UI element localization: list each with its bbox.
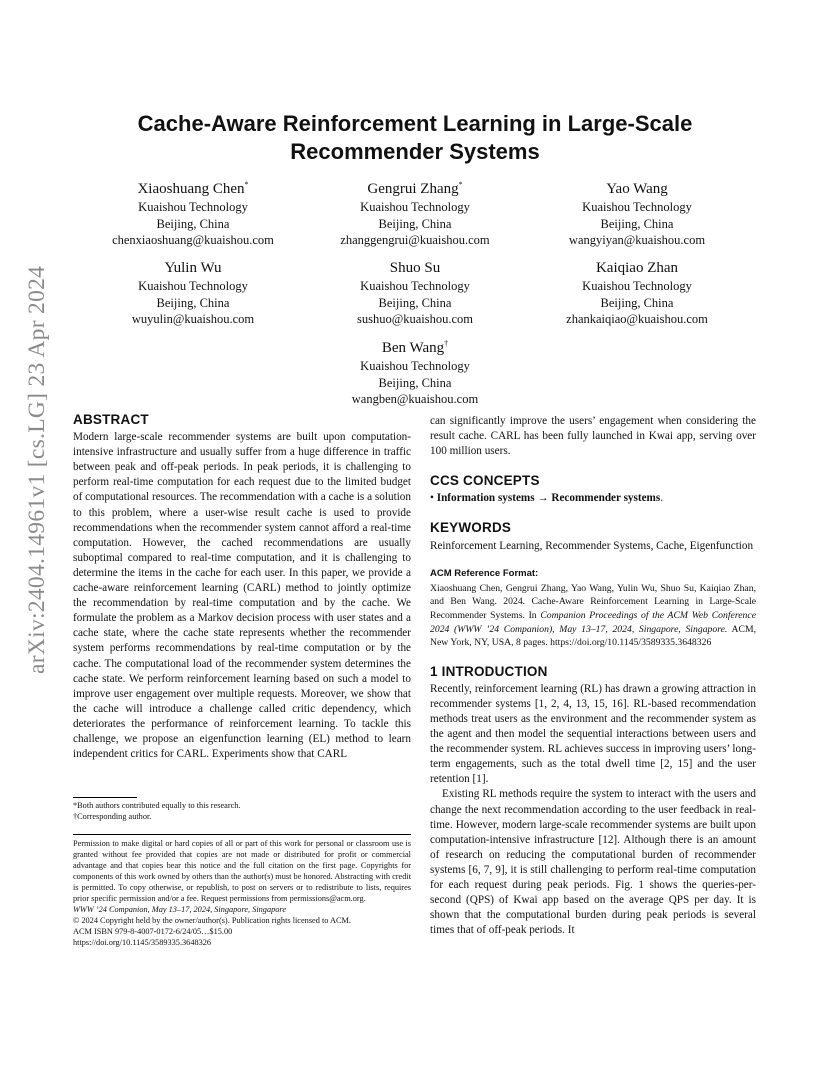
permission-text: Permission to make digital or hard copies of all or part of this work for personal or classroom use is granted without fee provided that copies are not made or distributed for profit or commercial advantage and that copies bear this notice and the full citation on the first page. Copyrights for components of this work owned by others than the author(s) must be honored. Abstracting with credit is permitted. To copy otherwise, or republish, to post on servers or to redistribute to lists, requires prior specific permission and/or a fee. Request permissions from permissions@acm.org. (73, 839, 411, 903)
author-email[interactable]: sushuo@kuaishou.com (356, 312, 474, 326)
reference-venue: Companion Proceedings of the ACM Web Conference 2024 (WWW ’24 Companion), May 13–17, 2024, Singapore, Singapore. (430, 609, 756, 635)
author-location: Beijing, China (600, 216, 674, 231)
author-location: Beijing, China (378, 375, 452, 390)
author-mark: * (244, 180, 249, 189)
permission-divider (73, 834, 411, 835)
author-block (78, 254, 308, 328)
author-name: Ben Wang (381, 340, 445, 356)
copyright-line: © 2024 Copyright held by the owner/author(s). Publication rights licensed to ACM. (73, 916, 351, 925)
footnotes (73, 800, 411, 822)
author-affiliation: Kuaishou Technology (138, 200, 248, 214)
author-affiliation: Kuaishou Technology (360, 200, 470, 214)
author-mark: * (458, 180, 463, 189)
reference-heading: ACM Reference Format: (430, 567, 539, 579)
author-name: Xiaoshuang Chen (137, 181, 245, 197)
author-affiliation: Kuaishou Technology (138, 279, 248, 293)
abstract-heading: ABSTRACT (73, 412, 149, 427)
title-line-1: Cache-Aware Reinforcement Learning in Large-Scale (137, 111, 693, 136)
ccs-item: Information systems → Recommender systems (436, 492, 661, 505)
ccs-concepts (430, 491, 756, 506)
author-block (78, 175, 308, 249)
footnote-equal-contribution: *Both authors contributed equally to this research. (73, 801, 241, 810)
author-email[interactable]: zhankaiqiao@kuaishou.com (566, 312, 708, 326)
reference-part-1: Xiaoshuang Chen, Gengrui Zhang, Yao Wang, Yulin Wu, Shuo Su, Kaiqiao Zhan, and Ben Wang. 2024. Cache-Aware Reinforcement Learning in Large-Scale Recommender Systems. In (430, 582, 756, 621)
ccs-heading: CCS CONCEPTS (430, 473, 540, 489)
footnote-corresponding: †Corresponding author. (73, 812, 152, 821)
author-location: Beijing, China (600, 295, 674, 310)
author-location: Beijing, China (378, 216, 452, 231)
permission-block (73, 838, 411, 948)
author-email[interactable]: zhanggengrui@kuaishou.com (340, 233, 490, 247)
author-name: Gengrui Zhang (367, 181, 459, 197)
author-affiliation: Kuaishou Technology (582, 200, 692, 214)
venue-line: WWW ’24 Companion, May 13–17, 2024, Singapore, Singapore (73, 905, 287, 914)
acm-reference (430, 566, 756, 650)
author-affiliation: Kuaishou Technology (582, 279, 692, 293)
abstract-text: Modern large-scale recommender systems are built upon computation-intensive infrastructure and usually suffer from a huge difference in traffic between peak and off-peak periods. In peak periods, it is challenging to perform real-time computation for each request due to the limited budget of computational resources. The recommendation with a cache is a solution to this problem, where a user-wise result cache is used to provide recommendations when the recommender system cannot afford a real-time computation. However, the cached recommendations are usually suboptimal compared to real-time computation, and it is challenging to determine the items in the cache for each user. In this paper, we provide a cache-aware reinforcement learning (CARL) method to jointly optimize the recommendation by real-time computation and by the cache. We formulate the problem as a Markov decision process with user states and a cache state, where the cache state represents whether the recommender system performs recommendations by real-time computation or by the cache. The computational load of the recommender system determines the cache state. We perform reinforcement learning based on such a model to improve user engagement over multiple requests. Moreover, we show that the cache will introduce a challenge called critic dependency, which deteriorates the performance of reinforcement learning. To tackle this challenge, we propose an eigenfunction learning (EL) method to learn independent critics for CARL. Experiments show that CARL (73, 431, 411, 761)
title-line-2: Recommender Systems (290, 139, 540, 164)
footnote-divider (73, 797, 137, 798)
author-affiliation: Kuaishou Technology (360, 359, 470, 373)
paper-title (80, 110, 750, 166)
right-column (430, 414, 756, 938)
keywords-heading: KEYWORDS (430, 520, 512, 536)
author-affiliation: Kuaishou Technology (360, 279, 470, 293)
keywords-text: Reinforcement Learning, Recommender Systems, Cache, Eigenfunction (430, 539, 754, 552)
doi-link[interactable]: https://doi.org/10.1145/3589335.3648326 (73, 938, 212, 947)
author-name: Yulin Wu (164, 260, 222, 276)
author-name: Kaiqiao Zhan (595, 260, 679, 276)
intro-paragraph-1: Recently, reinforcement learning (RL) has drawn a growing attraction in recommender systems [1, 2, 4, 13, 15, 16]. RL-based recommendation methods treat users as the environment and the recommender system as the agent and then model the sequential interactions between users and the recommender system. RL achieves success in improving users’ long-term engagements, such as the total dwell time [2, 15] and the user retention [1]. (430, 682, 756, 786)
author-name: Yao Wang (606, 181, 668, 197)
author-email[interactable]: wangyiyan@kuaishou.com (568, 233, 706, 247)
author-block (300, 334, 530, 408)
left-column (73, 412, 411, 762)
author-block (300, 175, 530, 249)
author-location: Beijing, China (156, 216, 230, 231)
author-block (522, 175, 752, 249)
author-block (300, 254, 530, 328)
author-name: Shuo Su (389, 260, 441, 276)
isbn-line: ACM ISBN 979-8-4007-0172-6/24/05…$15.00 (73, 927, 233, 936)
abstract-continuation: can significantly improve the users’ engagement when considering the result cache. CARL has been fully launched in Kwai app, serving over 100 million users. (430, 415, 756, 458)
ccs-period: . (660, 492, 664, 505)
author-location: Beijing, China (156, 295, 230, 310)
ccs-bullet: • (430, 492, 434, 505)
reference-text (430, 582, 756, 650)
author-email[interactable]: chenxiaoshuang@kuaishou.com (112, 233, 274, 247)
author-mark: † (444, 339, 449, 348)
reference-part-2: ACM, New York, NY, USA, 8 pages. https://doi.org/10.1145/3589335.3648326 (430, 623, 756, 649)
author-location: Beijing, China (378, 295, 452, 310)
author-email[interactable]: wuyulin@kuaishou.com (131, 312, 255, 326)
intro-paragraph-2: Existing RL methods require the system to interact with the users and change the next recommendation according to the user feedback in real-time. However, modern large-scale recommender systems are built upon computation-intensive infrastructure [12]. Although there is an amount of research on reducing the computational burden of recommender systems [6, 7, 9], it is still challenging to perform real-time computation for each request during peak periods. Fig. 1 shows the queries-per-second (QPS) of Kwai app based on the average QPS per day. It is shown that the computational burden during peak periods is several times that of off-peak periods. It (430, 788, 756, 937)
author-block (522, 254, 752, 328)
arxiv-stamp: arXiv:2404.14961v1 [cs.LG] 23 Apr 2024 (24, 265, 50, 674)
author-email[interactable]: wangben@kuaishou.com (351, 392, 479, 406)
introduction-heading: 1 INTRODUCTION (430, 663, 548, 679)
